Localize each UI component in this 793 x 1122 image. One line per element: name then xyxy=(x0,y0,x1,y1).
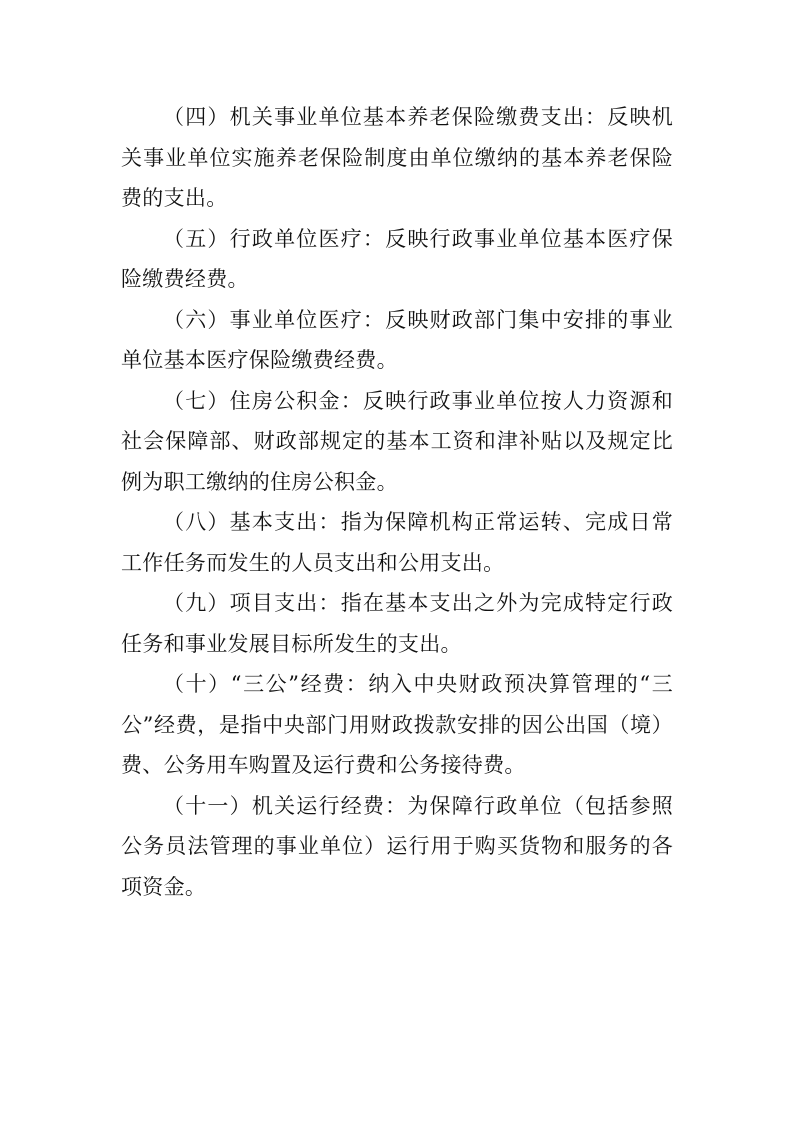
paragraph-operating-expenses: （十一）机关运行经费：为保障行政单位（包括参照公务员法管理的事业单位）运行用于购买货物和服务的各项资金。 xyxy=(121,793,673,899)
paragraph-three-public-expenses: （十）“三公”经费：纳入中央财政预决算管理的“三公”经费，是指中央部门用财政拨款安排的因公出国（境）费、公务用车购置及运行费和公务接待费。 xyxy=(121,672,673,777)
paragraph-project-expenditure: （九）项目支出：指在基本支出之外为完成特定行政任务和事业发展目标所发生的支出。 xyxy=(121,591,673,656)
paragraph-institution-medical: （六）事业单位医疗：反映财政部门集中安排的事业单位基本医疗保险缴费经费。 xyxy=(121,307,673,372)
paragraph-basic-expenditure: （八）基本支出：指为保障机构正常运转、完成日常工作任务而发生的人员支出和公用支出。 xyxy=(121,510,673,575)
paragraph-administrative-medical: （五）行政单位医疗：反映行政事业单位基本医疗保险缴费经费。 xyxy=(121,226,673,291)
paragraph-pension-insurance: （四）机关事业单位基本养老保险缴费支出：反映机关事业单位实施养老保险制度由单位缴纳的基本养老保险费的支出。 xyxy=(121,105,673,210)
document-body xyxy=(121,97,673,907)
paragraph-housing-fund: （七）住房公积金：反映行政事业单位按人力资源和社会保障部、财政部规定的基本工资和津补贴以及规定比例为职工缴纳的住房公积金。 xyxy=(121,388,673,494)
